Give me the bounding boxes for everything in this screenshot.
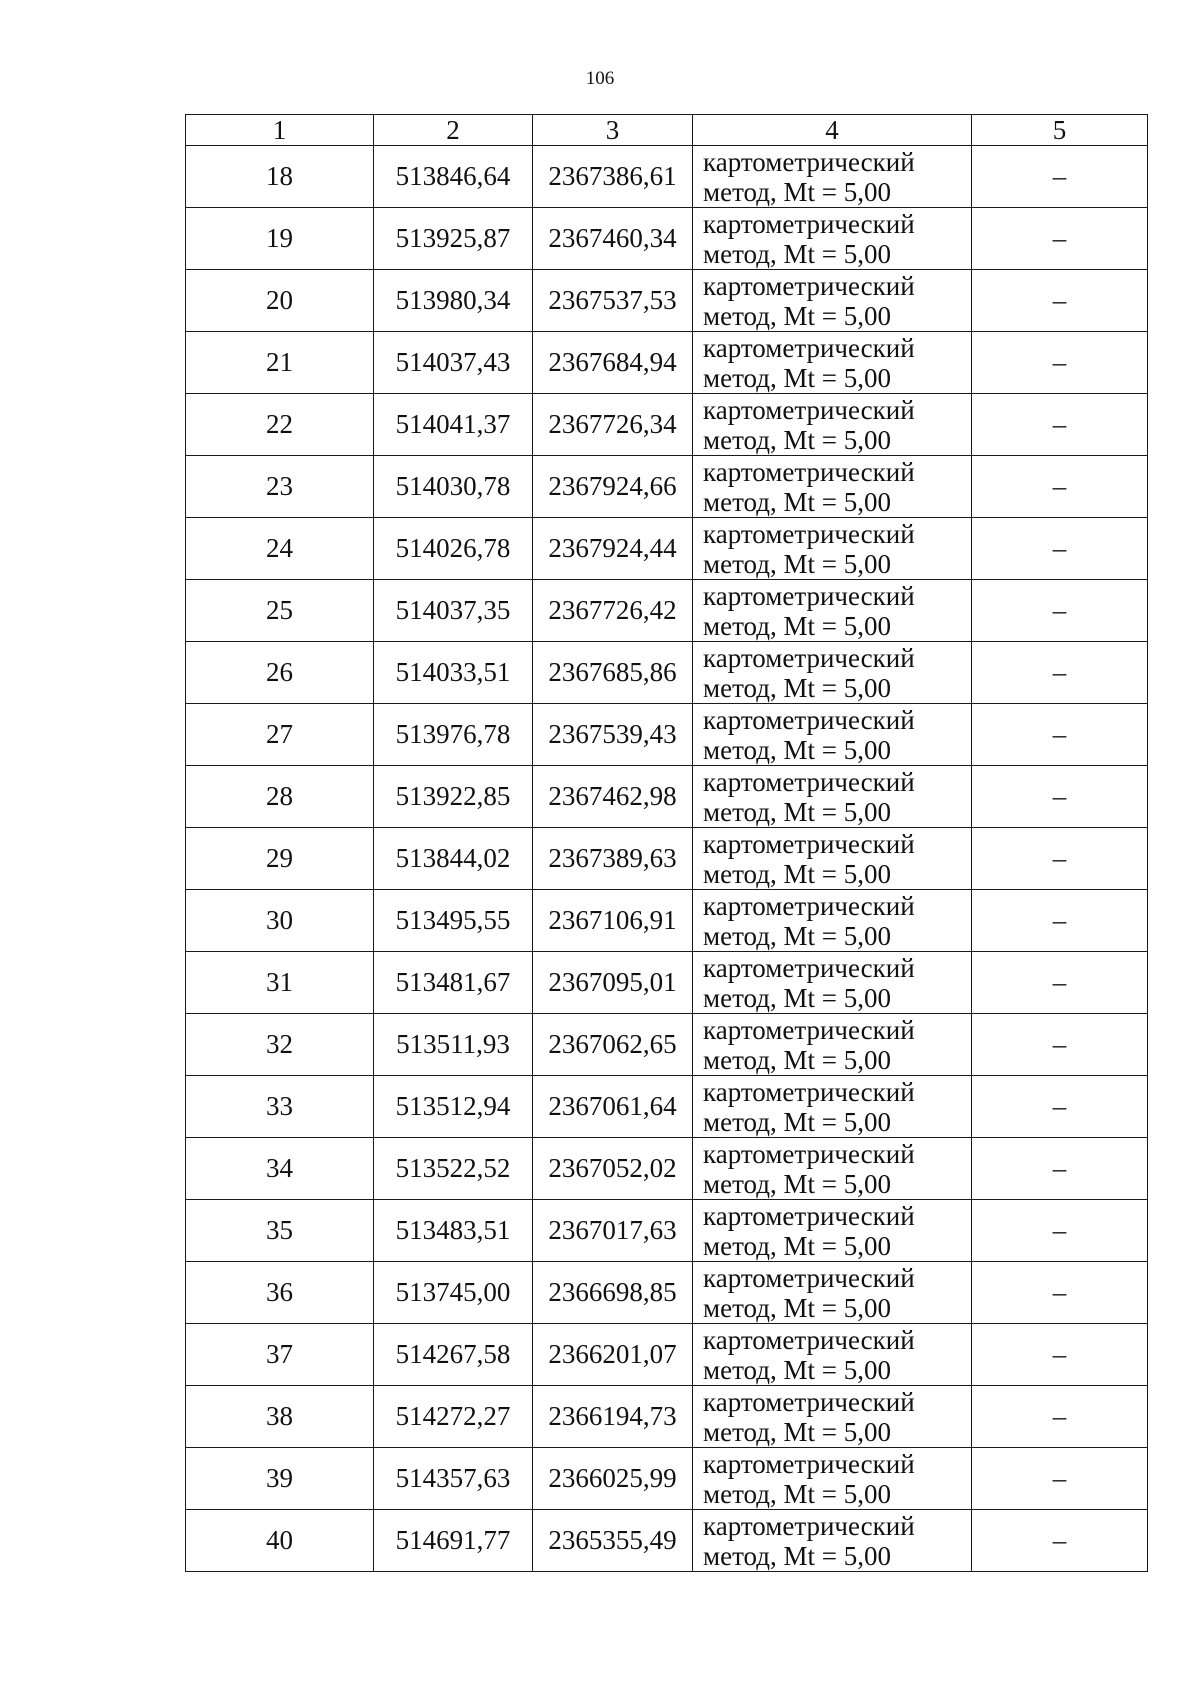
- y-coordinate-cell: 2367017,63: [533, 1200, 693, 1262]
- x-coordinate-cell: 514037,35: [374, 580, 533, 642]
- method-line-2: метод, Mt = 5,00: [703, 1478, 891, 1509]
- y-coordinate-cell: 2367684,94: [533, 332, 693, 394]
- x-coordinate-cell: 514037,43: [374, 332, 533, 394]
- x-coordinate-cell: 513846,64: [374, 146, 533, 208]
- table-row: [186, 1386, 1148, 1448]
- y-coordinate-cell: 2367386,61: [533, 146, 693, 208]
- table-row: [186, 1138, 1148, 1200]
- description-cell: –: [972, 1262, 1148, 1324]
- description-cell: –: [972, 766, 1148, 828]
- y-coordinate-cell: 2367924,44: [533, 518, 693, 580]
- point-number-cell: 21: [186, 332, 374, 394]
- method-cell: [693, 456, 972, 518]
- method-cell: [693, 1324, 972, 1386]
- y-coordinate-cell: 2367726,34: [533, 394, 693, 456]
- x-coordinate-cell: 513925,87: [374, 208, 533, 270]
- method-line-2: метод, Mt = 5,00: [703, 362, 891, 393]
- method-line-2: метод, Mt = 5,00: [703, 548, 891, 579]
- point-number-cell: 39: [186, 1448, 374, 1510]
- method-cell: [693, 1138, 972, 1200]
- description-cell: –: [972, 270, 1148, 332]
- table-row: [186, 766, 1148, 828]
- description-cell: –: [972, 828, 1148, 890]
- point-number-cell: 34: [186, 1138, 374, 1200]
- y-coordinate-cell: 2367061,64: [533, 1076, 693, 1138]
- method-cell: [693, 270, 972, 332]
- y-coordinate-cell: 2367389,63: [533, 828, 693, 890]
- point-number-cell: 28: [186, 766, 374, 828]
- description-cell: –: [972, 1014, 1148, 1076]
- y-coordinate-cell: 2367095,01: [533, 952, 693, 1014]
- method-line-1: картометрический: [703, 1076, 915, 1107]
- column-header: 1: [186, 115, 374, 146]
- x-coordinate-cell: 514691,77: [374, 1510, 533, 1572]
- table-row: [186, 1262, 1148, 1324]
- method-line-1: картометрический: [703, 332, 915, 363]
- point-number-cell: 32: [186, 1014, 374, 1076]
- method-line-2: метод, Mt = 5,00: [703, 424, 891, 455]
- table-row: [186, 1076, 1148, 1138]
- method-line-2: метод, Mt = 5,00: [703, 672, 891, 703]
- description-cell: –: [972, 952, 1148, 1014]
- point-number-cell: 37: [186, 1324, 374, 1386]
- x-coordinate-cell: 514041,37: [374, 394, 533, 456]
- point-number-cell: 35: [186, 1200, 374, 1262]
- method-line-2: метод, Mt = 5,00: [703, 1044, 891, 1075]
- table-row: [186, 1510, 1148, 1572]
- point-number-cell: 26: [186, 642, 374, 704]
- y-coordinate-cell: 2367052,02: [533, 1138, 693, 1200]
- description-cell: –: [972, 1324, 1148, 1386]
- method-line-1: картометрический: [703, 1262, 915, 1293]
- x-coordinate-cell: 513922,85: [374, 766, 533, 828]
- description-cell: –: [972, 890, 1148, 952]
- table-row: [186, 1014, 1148, 1076]
- x-coordinate-cell: 513522,52: [374, 1138, 533, 1200]
- y-coordinate-cell: 2367726,42: [533, 580, 693, 642]
- table-row: [186, 704, 1148, 766]
- method-line-1: картометрический: [703, 1138, 915, 1169]
- description-cell: –: [972, 642, 1148, 704]
- x-coordinate-cell: 514026,78: [374, 518, 533, 580]
- point-number-cell: 40: [186, 1510, 374, 1572]
- table-row: [186, 270, 1148, 332]
- x-coordinate-cell: 513512,94: [374, 1076, 533, 1138]
- table-row: [186, 394, 1148, 456]
- point-number-cell: 24: [186, 518, 374, 580]
- method-line-1: картометрический: [703, 208, 915, 239]
- method-line-1: картометрический: [703, 580, 915, 611]
- x-coordinate-cell: 514357,63: [374, 1448, 533, 1510]
- table-row: [186, 332, 1148, 394]
- description-cell: –: [972, 580, 1148, 642]
- method-line-1: картометрический: [703, 1014, 915, 1045]
- table-row: [186, 146, 1148, 208]
- column-header: 2: [374, 115, 533, 146]
- point-number-cell: 33: [186, 1076, 374, 1138]
- description-cell: –: [972, 1448, 1148, 1510]
- point-number-cell: 22: [186, 394, 374, 456]
- method-line-1: картометрический: [703, 394, 915, 425]
- method-cell: [693, 1510, 972, 1572]
- method-line-2: метод, Mt = 5,00: [703, 796, 891, 827]
- method-line-2: метод, Mt = 5,00: [703, 238, 891, 269]
- x-coordinate-cell: 514267,58: [374, 1324, 533, 1386]
- x-coordinate-cell: 514272,27: [374, 1386, 533, 1448]
- point-number-cell: 23: [186, 456, 374, 518]
- description-cell: –: [972, 1200, 1148, 1262]
- description-cell: –: [972, 704, 1148, 766]
- point-number-cell: 25: [186, 580, 374, 642]
- method-line-2: метод, Mt = 5,00: [703, 1416, 891, 1447]
- point-number-cell: 38: [186, 1386, 374, 1448]
- y-coordinate-cell: 2367539,43: [533, 704, 693, 766]
- y-coordinate-cell: 2366194,73: [533, 1386, 693, 1448]
- y-coordinate-cell: 2365355,49: [533, 1510, 693, 1572]
- table-header-row: [186, 115, 1148, 146]
- method-cell: [693, 828, 972, 890]
- description-cell: –: [972, 332, 1148, 394]
- x-coordinate-cell: 513481,67: [374, 952, 533, 1014]
- method-line-1: картометрический: [703, 1448, 915, 1479]
- description-cell: –: [972, 394, 1148, 456]
- method-line-2: метод, Mt = 5,00: [703, 858, 891, 889]
- y-coordinate-cell: 2367106,91: [533, 890, 693, 952]
- x-coordinate-cell: 513745,00: [374, 1262, 533, 1324]
- point-number-cell: 30: [186, 890, 374, 952]
- method-line-1: картометрический: [703, 642, 915, 673]
- method-cell: [693, 1076, 972, 1138]
- method-cell: [693, 146, 972, 208]
- description-cell: –: [972, 208, 1148, 270]
- column-header: 5: [972, 115, 1148, 146]
- method-cell: [693, 1014, 972, 1076]
- y-coordinate-cell: 2366698,85: [533, 1262, 693, 1324]
- y-coordinate-cell: 2367924,66: [533, 456, 693, 518]
- method-line-1: картометрический: [703, 270, 915, 301]
- method-line-2: метод, Mt = 5,00: [703, 920, 891, 951]
- method-line-1: картометрический: [703, 456, 915, 487]
- method-line-1: картометрический: [703, 1324, 915, 1355]
- y-coordinate-cell: 2366201,07: [533, 1324, 693, 1386]
- method-line-1: картометрический: [703, 890, 915, 921]
- method-line-1: картометрический: [703, 518, 915, 549]
- y-coordinate-cell: 2367462,98: [533, 766, 693, 828]
- method-cell: [693, 518, 972, 580]
- method-cell: [693, 766, 972, 828]
- method-line-1: картометрический: [703, 1200, 915, 1231]
- y-coordinate-cell: 2367685,86: [533, 642, 693, 704]
- method-line-2: метод, Mt = 5,00: [703, 1230, 891, 1261]
- method-line-2: метод, Mt = 5,00: [703, 1168, 891, 1199]
- column-header: 4: [693, 115, 972, 146]
- method-line-1: картометрический: [703, 704, 915, 735]
- table-row: [186, 456, 1148, 518]
- method-line-2: метод, Mt = 5,00: [703, 300, 891, 331]
- point-number-cell: 27: [186, 704, 374, 766]
- method-cell: [693, 1386, 972, 1448]
- method-line-1: картометрический: [703, 766, 915, 797]
- description-cell: –: [972, 1386, 1148, 1448]
- method-line-2: метод, Mt = 5,00: [703, 1540, 891, 1571]
- description-cell: –: [972, 1510, 1148, 1572]
- point-number-cell: 29: [186, 828, 374, 890]
- description-cell: –: [972, 518, 1148, 580]
- table-row: [186, 208, 1148, 270]
- y-coordinate-cell: 2367460,34: [533, 208, 693, 270]
- page-number: 106: [585, 68, 615, 89]
- method-line-2: метод, Mt = 5,00: [703, 176, 891, 207]
- method-cell: [693, 1200, 972, 1262]
- method-cell: [693, 580, 972, 642]
- method-line-2: метод, Mt = 5,00: [703, 486, 891, 517]
- method-cell: [693, 890, 972, 952]
- column-header: 3: [533, 115, 693, 146]
- method-cell: [693, 1262, 972, 1324]
- table-row: [186, 890, 1148, 952]
- method-line-1: картометрический: [703, 1386, 915, 1417]
- table-row: [186, 952, 1148, 1014]
- method-line-1: картометрический: [703, 146, 915, 177]
- method-cell: [693, 642, 972, 704]
- point-number-cell: 31: [186, 952, 374, 1014]
- x-coordinate-cell: 513483,51: [374, 1200, 533, 1262]
- x-coordinate-cell: 513976,78: [374, 704, 533, 766]
- method-line-2: метод, Mt = 5,00: [703, 734, 891, 765]
- description-cell: –: [972, 456, 1148, 518]
- table-row: [186, 642, 1148, 704]
- coordinates-table: [185, 114, 1148, 1572]
- x-coordinate-cell: 513495,55: [374, 890, 533, 952]
- y-coordinate-cell: 2366025,99: [533, 1448, 693, 1510]
- y-coordinate-cell: 2367537,53: [533, 270, 693, 332]
- method-line-2: метод, Mt = 5,00: [703, 1106, 891, 1137]
- method-cell: [693, 704, 972, 766]
- method-cell: [693, 1448, 972, 1510]
- table-row: [186, 1200, 1148, 1262]
- method-line-2: метод, Mt = 5,00: [703, 1292, 891, 1323]
- x-coordinate-cell: 513511,93: [374, 1014, 533, 1076]
- x-coordinate-cell: 514033,51: [374, 642, 533, 704]
- point-number-cell: 19: [186, 208, 374, 270]
- x-coordinate-cell: 513844,02: [374, 828, 533, 890]
- description-cell: –: [972, 1138, 1148, 1200]
- method-line-2: метод, Mt = 5,00: [703, 610, 891, 641]
- description-cell: –: [972, 146, 1148, 208]
- table-row: [186, 1448, 1148, 1510]
- method-cell: [693, 332, 972, 394]
- x-coordinate-cell: 514030,78: [374, 456, 533, 518]
- description-cell: –: [972, 1076, 1148, 1138]
- table-row: [186, 1324, 1148, 1386]
- method-cell: [693, 952, 972, 1014]
- method-cell: [693, 394, 972, 456]
- method-line-2: метод, Mt = 5,00: [703, 982, 891, 1013]
- point-number-cell: 36: [186, 1262, 374, 1324]
- method-line-1: картометрический: [703, 952, 915, 983]
- table-row: [186, 828, 1148, 890]
- point-number-cell: 18: [186, 146, 374, 208]
- table-row: [186, 518, 1148, 580]
- method-line-1: картометрический: [703, 828, 915, 859]
- y-coordinate-cell: 2367062,65: [533, 1014, 693, 1076]
- method-cell: [693, 208, 972, 270]
- method-line-1: картометрический: [703, 1510, 915, 1541]
- table-row: [186, 580, 1148, 642]
- method-line-2: метод, Mt = 5,00: [703, 1354, 891, 1385]
- point-number-cell: 20: [186, 270, 374, 332]
- x-coordinate-cell: 513980,34: [374, 270, 533, 332]
